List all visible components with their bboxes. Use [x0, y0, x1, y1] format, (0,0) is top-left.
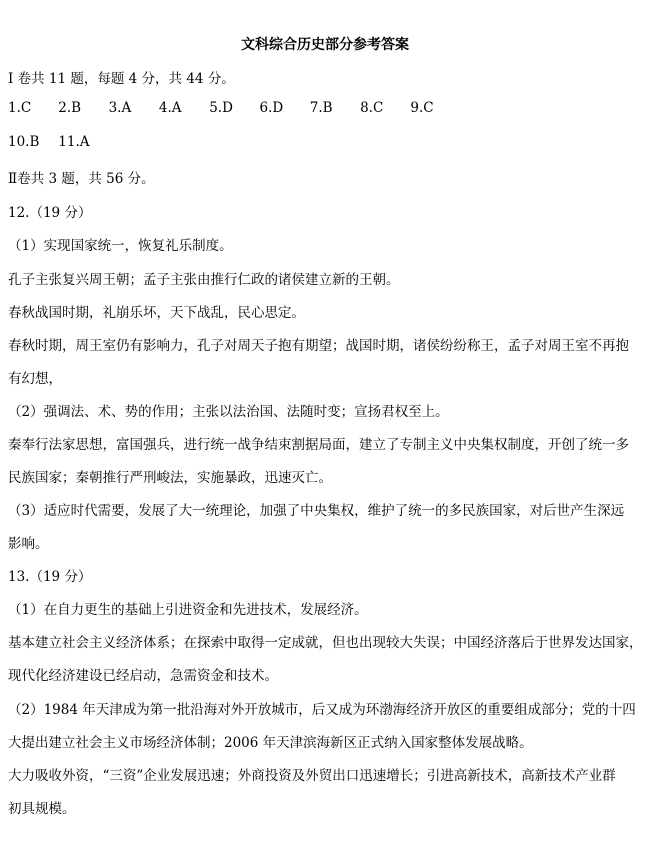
answer-item: 11.A — [58, 134, 90, 150]
answer-item: 5.D — [209, 100, 233, 116]
part1-header: I 卷共 11 题，每题 4 分，共 44 分。 — [8, 71, 235, 87]
question-12-line: 孔子主张复兴周王朝；孟子主张由推行仁政的诸侯建立新的王朝。 — [8, 272, 400, 288]
answer-item: 1.C — [8, 100, 32, 116]
question-12-line: 民族国家；秦朝推行严刑峻法，实施暴政，迅速灭亡。 — [8, 470, 332, 486]
question-13-line: 初具规模。 — [8, 801, 76, 817]
answer-item: 10.B — [8, 134, 40, 150]
question-12-line: 影响。 — [8, 536, 49, 552]
question-13-line: 大力吸收外资，“三资”企业发展迅速；外商投资及外贸出口迅速增长；引进高新技术，高新技术产业群 — [8, 768, 616, 784]
part2-header: Ⅱ卷共 3 题，共 56 分。 — [8, 171, 155, 187]
question-13-line: （1）在自力更生的基础上引进资金和先进技术，发展经济。 — [8, 602, 368, 618]
question-12-line: 有幻想， — [8, 371, 62, 387]
answers-row-1 — [8, 100, 434, 116]
question-12-line: 秦奉行法家思想，富国强兵，进行统一战争结束割据局面，建立了专制主义中央集权制度，开创了统一多 — [8, 437, 629, 453]
question-13-line: 基本建立社会主义经济体系；在探索中取得一定成就，但也出现较大失误；中国经济落后于世界发达国家， — [8, 635, 643, 651]
answer-item: 2.B — [58, 100, 82, 116]
question-12-header: 12.（19 分） — [8, 205, 92, 221]
answer-item: 9.C — [410, 100, 434, 116]
question-12-line: 春秋时期，周王室仍有影响力，孔子对周天子抱有期望；战国时期，诸侯纷纷称王，孟子对周王室不再抱 — [8, 338, 629, 354]
page-title: 文科综合历史部分参考答案 — [241, 37, 409, 53]
answer-item: 7.B — [309, 100, 333, 116]
question-13-line: 大提出建立社会主义市场经济体制；2006 年天津滨海新区正式纳入国家整体发展战略。 — [8, 735, 533, 751]
question-12-line: （3）适应时代需要，发展了大一统理论，加强了中央集权，维护了统一的多民族国家，对后世产生深远 — [8, 503, 625, 519]
question-12-line: （2）强调法、术、势的作用；主张以法治国、法随时变；宣扬君权至上。 — [8, 404, 449, 420]
question-13-line: 现代化经济建设已经启动，急需资金和技术。 — [8, 668, 278, 684]
answer-item: 8.C — [360, 100, 384, 116]
answer-item: 4.A — [158, 100, 182, 116]
answer-item: 6.D — [259, 100, 284, 116]
question-12-line: （1）实现国家统一，恢复礼乐制度。 — [8, 238, 233, 254]
answers-row-2 — [8, 134, 90, 150]
question-13-line: （2）1984 年天津成为第一批沿海对外开放城市，后又成为环渤海经济开放区的重要组成部分；党的十四 — [8, 702, 636, 718]
question-13-header: 13.（19 分） — [8, 569, 92, 585]
question-12-line: 春秋战国时期，礼崩乐坏，天下战乱，民心思定。 — [8, 305, 305, 321]
answer-item: 3.A — [108, 100, 132, 116]
